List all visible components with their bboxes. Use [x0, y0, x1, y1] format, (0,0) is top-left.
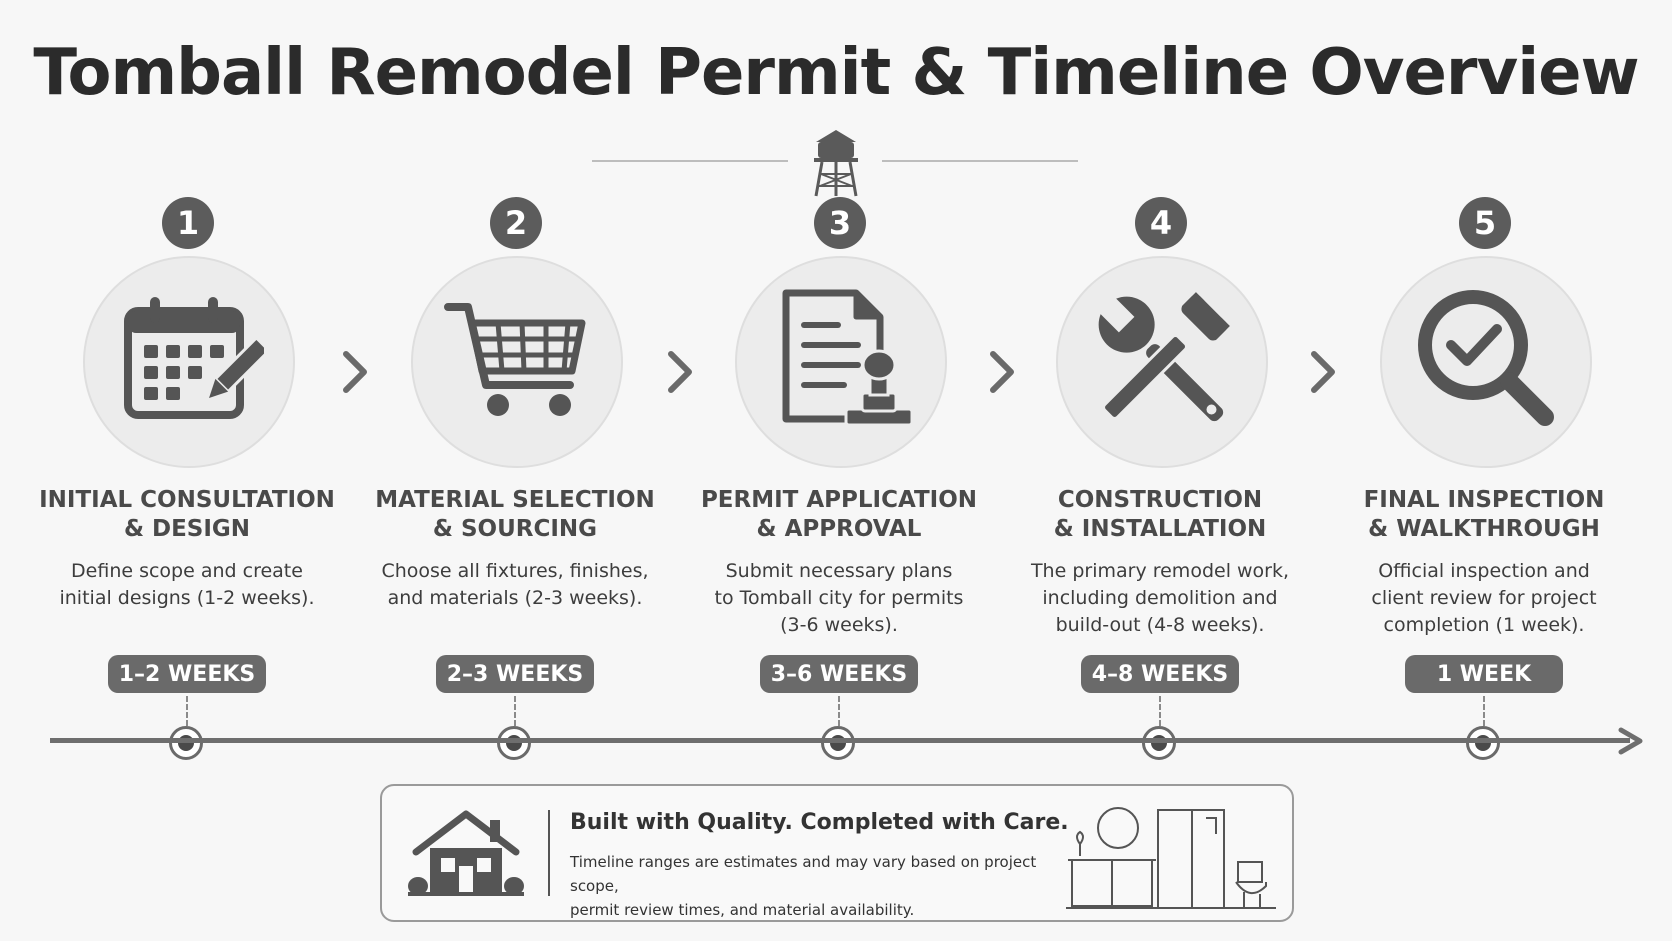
- step-description: The primary remodel work, including demolition and build-out (4-8 weeks).: [1030, 560, 1290, 636]
- footer-note: Timeline ranges are estimates and may vary based on project scope, permit review times, and material availability.: [570, 853, 1037, 919]
- duration-badge: 2–3 WEEKS: [436, 655, 594, 693]
- footer-divider: [548, 810, 550, 896]
- bathroom-fixtures-icon: [1066, 804, 1276, 916]
- step-icon-circle: [1380, 256, 1592, 468]
- page-title: Tomball Remodel Permit & Timeline Overview: [33, 36, 1639, 110]
- duration-badge: 1–2 WEEKS: [108, 655, 266, 693]
- shopping-cart-icon: [442, 285, 592, 439]
- step-number: 4: [1135, 197, 1187, 249]
- step-heading: INITIAL CONSULTATION & DESIGN: [39, 487, 335, 542]
- timeline-node: [821, 726, 855, 760]
- step-description: Choose all fixtures, finishes, and materials (2-3 weeks).: [381, 560, 649, 609]
- step-icon-circle: [83, 256, 295, 468]
- step-description: Submit necessary plans to Tomball city for permits (3-6 weeks).: [714, 560, 964, 636]
- calendar-pencil-icon: [114, 285, 264, 439]
- timeline-node: [1466, 726, 1500, 760]
- timeline-arrow-icon: [1618, 727, 1644, 755]
- timeline-connector: [838, 696, 840, 726]
- magnifier-check-icon: [1411, 285, 1561, 439]
- timeline-node: [497, 726, 531, 760]
- chevron-right-icon: [340, 350, 370, 394]
- timeline-node: [1142, 726, 1176, 760]
- timeline-connector: [1159, 696, 1161, 726]
- timeline-connector: [186, 696, 188, 726]
- step-icon-circle: [411, 256, 623, 468]
- step-1: [32, 0, 342, 941]
- step-number: 5: [1459, 197, 1511, 249]
- document-stamp-icon: [766, 285, 916, 439]
- footer-panel: [380, 784, 1294, 922]
- house-icon: [408, 810, 524, 902]
- duration-badge: 3–6 WEEKS: [760, 655, 918, 693]
- duration-badge: 1 WEEK: [1405, 655, 1563, 693]
- timeline-node: [169, 726, 203, 760]
- step-5: [1329, 0, 1639, 941]
- step-description: Define scope and create initial designs (1-2 weeks).: [59, 560, 315, 609]
- step-heading: FINAL INSPECTION & WALKTHROUGH: [1363, 487, 1605, 542]
- step-heading: CONSTRUCTION & INSTALLATION: [1053, 487, 1267, 542]
- footer-title: Built with Quality. Completed with Care.: [570, 810, 1069, 835]
- chevron-right-icon: [987, 350, 1017, 394]
- step-number: 3: [814, 197, 866, 249]
- timeline-connector: [514, 696, 516, 726]
- timeline-connector: [1483, 696, 1485, 726]
- hammer-wrench-icon: [1082, 280, 1242, 444]
- step-description: Official inspection and client review for project completion (1 week).: [1371, 560, 1597, 636]
- step-number: 2: [490, 197, 542, 249]
- timeline-axis: [50, 738, 1630, 743]
- chevron-right-icon: [1308, 350, 1338, 394]
- step-icon-circle: [1056, 256, 1268, 468]
- step-icon-circle: [735, 256, 947, 468]
- duration-badge: 4–8 WEEKS: [1081, 655, 1239, 693]
- step-heading: PERMIT APPLICATION & APPROVAL: [700, 487, 978, 542]
- step-number: 1: [162, 197, 214, 249]
- step-heading: MATERIAL SELECTION & SOURCING: [375, 487, 655, 542]
- chevron-right-icon: [665, 350, 695, 394]
